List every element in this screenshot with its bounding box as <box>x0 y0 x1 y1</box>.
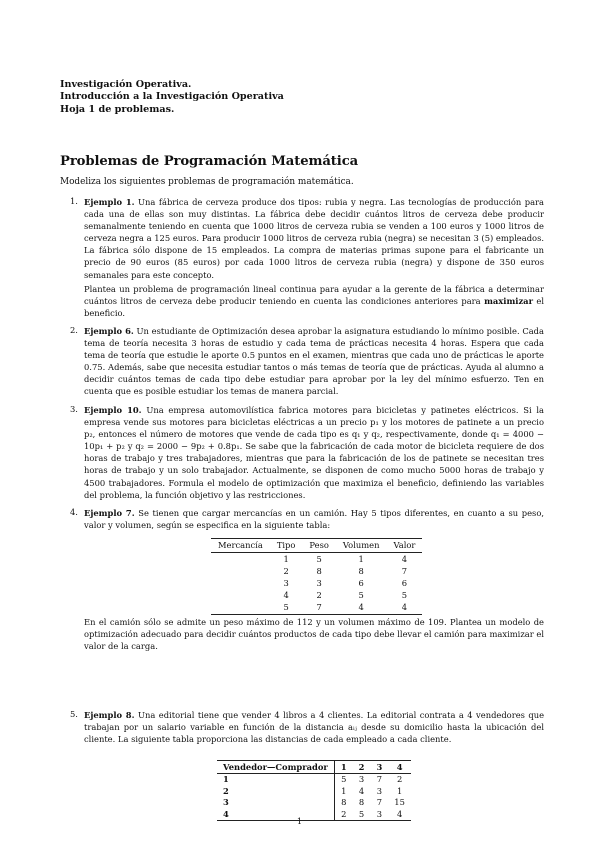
course-subtitle: Introducción a la Investigación Operativa <box>60 91 284 103</box>
table-cell: 8 <box>341 797 347 808</box>
table-row <box>217 797 411 809</box>
table-cell: 1 <box>283 554 289 564</box>
problem-4-question: En el camión sólo se admite un peso máximo de 112 y un volumen máximo de 109. Plantea un modelo de optimización adecuado para decidir cuántos productos de cada tipo debe llevar el camión para maximizar el valor de la carga. <box>84 617 544 652</box>
distance-table <box>217 760 411 821</box>
problem-label: Ejemplo 8. <box>84 710 135 720</box>
table-cell: 15 <box>394 797 405 808</box>
column-header: Mercancía <box>211 539 270 553</box>
table-cell: 3 <box>376 785 383 796</box>
table-row <box>217 774 411 786</box>
column-header: 1 <box>334 761 352 774</box>
table-cell <box>211 565 270 577</box>
table-cell: 3 <box>283 578 289 589</box>
table-cell: 5 <box>353 809 371 821</box>
table-header-row <box>211 539 422 553</box>
column-header: Tipo <box>270 539 303 553</box>
problem-label: Ejemplo 6. <box>84 326 134 336</box>
table-cell: 8 <box>358 566 364 577</box>
emphasis-text: maximizar <box>484 296 533 307</box>
table-cell: 5 <box>341 774 347 784</box>
column-header: Volumen <box>336 539 387 553</box>
row-header: 4 <box>217 809 334 821</box>
table-header-row <box>217 761 411 774</box>
table-cell: 3 <box>370 809 388 821</box>
table-row <box>217 786 411 798</box>
row-header: 1 <box>217 774 334 786</box>
table-cell: 4 <box>283 590 289 601</box>
document-header <box>60 79 284 116</box>
table-cell: 1 <box>396 785 403 796</box>
problem-number: 4. <box>70 507 78 517</box>
problem-number: 5. <box>70 709 78 719</box>
cargo-table <box>211 538 422 615</box>
problem-label: Ejemplo 10. <box>84 405 142 415</box>
problem-text: el beneficio. <box>84 296 545 319</box>
table-cell: 8 <box>316 566 322 577</box>
table-cell: 5 <box>316 554 322 564</box>
page-number: 1 <box>296 816 303 826</box>
table-cell: 7 <box>376 774 383 784</box>
table-row <box>211 565 422 577</box>
problem-text: Una editorial tiene que vender 4 libros a 4 clientes. La editorial contrata a 4 vendedores que trabajan por un salario variable en función de la distancia aᵢⱼ desde su domicilio hasta la ubicación del cliente. La siguiente tabla proporciona las distancias de cada empleado a cada cliente. <box>84 710 545 745</box>
column-header: 3 <box>370 761 388 774</box>
table-cell <box>211 601 270 615</box>
table-row <box>211 589 422 601</box>
table-cell: 7 <box>401 566 408 577</box>
problem-5 <box>84 709 544 745</box>
table-row <box>211 601 422 615</box>
column-header: 2 <box>353 761 371 774</box>
problem-label: Ejemplo 7. <box>84 508 135 518</box>
column-header: 4 <box>388 761 411 774</box>
table-row <box>211 577 422 589</box>
problem-text: Una empresa automovilística fabrica motores para bicicletas y patinetes eléctricos. Si la empresa vende sus motores para bicicletas eléctricas a un precio p₁ y los motores de patinete a un precio p₂, entonces el número de motores que vende de cada tipo es q₁ y q₂, respectivamente, donde q₁ = 4000 − 10p₁ + p₂ y q₂ = 2000 − 9p₂ + 0.8p₁. Se sabe que la fabricación de cada motor de bicicleta requiere de dos horas de trabajo y tres trabajadores, mientras que para la fabricación de los de patinete se necesitan tres horas de trabajo y un solo trabajador. Actualmente, se disponen de como mucho 5000 horas de trabajo y 4500 trabajadores. Formula el modelo de optimización que maximiza el beneficio, definiendo las variables del problema, la función objetivo y las restricciones. <box>84 405 544 500</box>
table-cell: 4 <box>401 554 408 564</box>
table-cell: 3 <box>358 774 365 784</box>
table-cell: 1 <box>341 785 347 796</box>
table-cell: 5 <box>270 601 303 615</box>
table-cell: 7 <box>302 601 335 615</box>
problem-text: Plantea un problema de programación lineal continua para ayudar a la gerente de la fábrica a determinar cuántos litros de cerveza debe producir teniendo en cuenta las condiciones anteriores para <box>84 284 544 307</box>
table-cell: 4 <box>388 809 411 821</box>
table-cell: 1 <box>358 554 364 564</box>
problem-1 <box>84 196 544 281</box>
column-header: Peso <box>302 539 335 553</box>
problem-number: 2. <box>70 325 78 335</box>
table-cell: 8 <box>358 797 365 808</box>
table-cell: 3 <box>316 578 322 589</box>
table-cell: 2 <box>283 566 289 577</box>
problem-text: Una fábrica de cerveza produce dos tipos: rubia y negra. Las tecnologías de producción para cada una de ellas son muy distintas. La fábrica debe decidir cuántos litros de cerveza debe producir semanalmente teniendo en cuenta que 1000 litros de cerveza rubia se venden a 100 euros y 1000 litros de cerveza negra a 125 euros. Para producir 1000 litros de cerveza rubia (negra) se necesitan 3 (5) empleados. La fábrica sólo dispone de 15 empleados. La compra de materias primas supone para el fabricante un precio de 90 euros (85 euros) por cada 1000 litros de cerveza rubia (negra) y dispone de 350 euros semanales para este concepto. <box>84 197 545 280</box>
table-cell <box>211 577 270 589</box>
table-cell <box>211 553 270 566</box>
table-cell: 4 <box>336 601 387 615</box>
sheet-title: Hoja 1 de problemas. <box>60 103 175 115</box>
problem-2 <box>84 325 544 398</box>
problem-4 <box>84 507 544 531</box>
table-cell: 6 <box>401 578 408 589</box>
row-header: 3 <box>217 797 334 809</box>
table-cell: 7 <box>376 797 383 808</box>
section-title: Problemas de Programación Matemática <box>60 154 359 169</box>
intro-text: Modeliza los siguientes problemas de programación matemática. <box>60 177 354 187</box>
row-header: 2 <box>217 786 334 798</box>
table-cell: 2 <box>316 590 322 601</box>
table-cell: 6 <box>358 578 364 589</box>
column-header: Vendedor—Comprador <box>217 761 334 774</box>
problem-3 <box>84 404 544 501</box>
table-cell: 2 <box>396 774 403 784</box>
table-cell: 5 <box>358 590 364 601</box>
table-cell <box>211 589 270 601</box>
table-row <box>211 553 422 566</box>
problem-1-question <box>84 283 544 319</box>
table-cell: 5 <box>401 590 408 601</box>
table-cell: 4 <box>358 785 365 796</box>
table-cell: 2 <box>334 809 352 821</box>
problem-number: 3. <box>70 404 78 414</box>
problem-text: Un estudiante de Optimización desea aprobar la asignatura estudiando lo mínimo posible. Cada tema de teoría necesita 3 horas de estudio y cada tema de prácticas necesita 4 horas. Espera que cada tema de teoría que estudie le aporte 0.5 puntos en el examen, mientras que cada uno de prácticas le aporte 0.75. Además, sabe que necesita estudiar tantos o más temas de teoría que de prácticas. Ayuda al alumno a decidir cuántos temas de cada tipo debe estudiar para aprobar por la ley del mínimo esfuerzo. Ten en cuenta que es posible estudiar los temas de manera parcial. <box>84 326 544 397</box>
column-header: Valor <box>386 539 422 553</box>
problem-label: Ejemplo 1. <box>84 197 135 207</box>
problem-number: 1. <box>70 196 78 206</box>
problem-text: Se tienen que cargar mercancías en un camión. Hay 5 tipos diferentes, en cuanto a su peso, valor y volumen, según se especifica en la siguiente tabla: <box>84 508 545 531</box>
table-cell: 4 <box>386 601 422 615</box>
course-title: Investigación Operativa. <box>60 79 192 90</box>
